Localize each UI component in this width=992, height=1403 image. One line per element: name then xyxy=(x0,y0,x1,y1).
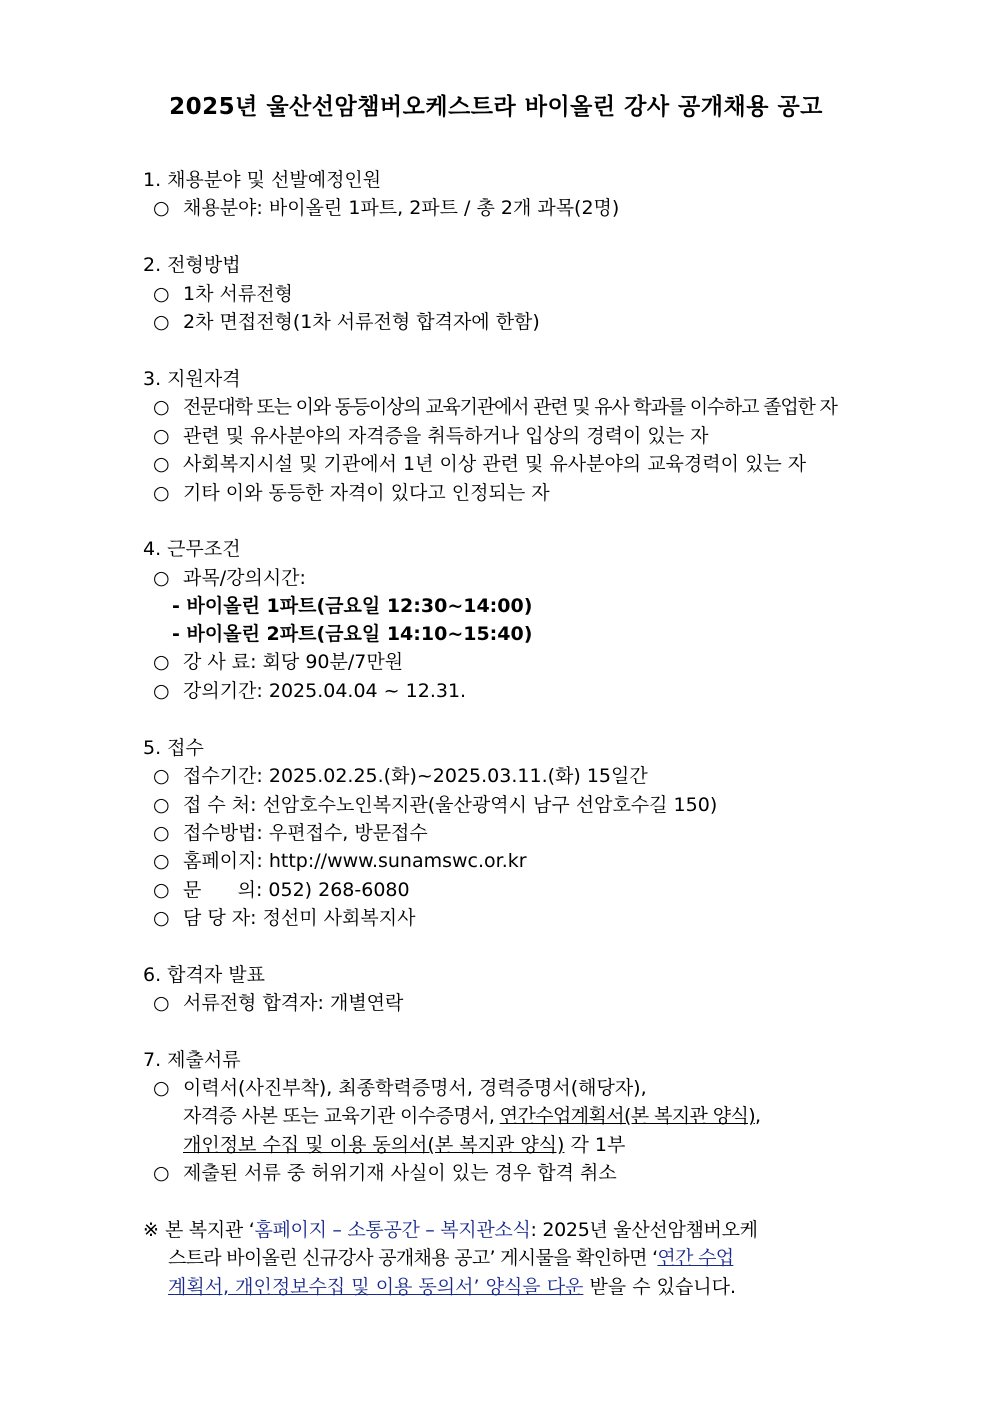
circle-bullet-icon: ○ xyxy=(153,765,170,787)
list-item: ○ 문 의: 052) 268-6080 xyxy=(153,876,410,904)
circle-bullet-icon: ○ xyxy=(153,1077,170,1099)
reference-mark-icon: ※ xyxy=(143,1219,159,1241)
circle-bullet-icon: ○ xyxy=(153,482,170,504)
list-item: ○ 기타 이와 동등한 자격이 있다고 인정되는 자 xyxy=(153,479,550,507)
list-item: ○ 관련 및 유사분야의 자격증을 취득하거나 입상의 경력이 있는 자 xyxy=(153,422,709,450)
circle-bullet-icon: ○ xyxy=(153,907,170,929)
section-5-heading: 5. 접수 xyxy=(143,737,204,759)
section-2-heading: 2. 전형방법 xyxy=(143,254,241,276)
list-item: ○ 2차 면접전형(1차 서류전형 합격자에 한함) xyxy=(153,308,540,336)
section-6-heading: 6. 합격자 발표 xyxy=(143,964,265,986)
download-forms-text: 계획서, 개인정보수집 및 이용 동의서’ 양식을 다운 xyxy=(168,1276,584,1298)
list-item: ○ 접 수 처: 선암호수노인복지관(울산광역시 남구 선암호수길 150) xyxy=(153,791,717,819)
list-item: ○ 강 사 료: 회당 90분/7만원 xyxy=(153,648,403,676)
circle-bullet-icon: ○ xyxy=(153,453,170,475)
circle-bullet-icon: ○ xyxy=(153,822,170,844)
list-item: ○ 서류전형 합격자: 개별연락 xyxy=(153,989,403,1017)
circle-bullet-icon: ○ xyxy=(153,567,170,589)
list-item: ○ 이력서(사진부착), 최종학력증명서, 경력증명서(해당자), xyxy=(153,1074,647,1102)
class-schedule-item: - 바이올린 2파트(금요일 14:10~15:40) xyxy=(172,623,533,645)
circle-bullet-icon: ○ xyxy=(153,197,170,219)
circle-bullet-icon: ○ xyxy=(153,1162,170,1184)
download-forms-text: 연간 수업 xyxy=(657,1247,734,1269)
circle-bullet-icon: ○ xyxy=(153,651,170,673)
homepage-url: 홈페이지: http://www.sunamswc.or.kr xyxy=(183,850,527,872)
circle-bullet-icon: ○ xyxy=(153,992,170,1014)
list-item: ○ 강의기간: 2025.04.04 ~ 12.31. xyxy=(153,677,466,705)
list-item: ○ 채용분야: 바이올린 1파트, 2파트 / 총 2개 과목(2명) xyxy=(153,194,619,222)
list-item: ○ 전문대학 또는 이와 동등이상의 교육기관에서 관련 및 유사 학과를 이수하고 졸업한 자 xyxy=(153,393,837,421)
circle-bullet-icon: ○ xyxy=(153,425,170,447)
note-line: 스트라 바이올린 신규강사 공개채용 공고’ 게시물을 확인하면 ‘연간 수업 xyxy=(168,1247,734,1269)
section-3-heading: 3. 지원자격 xyxy=(143,368,241,390)
circle-bullet-icon: ○ xyxy=(153,794,170,816)
section-7-heading: 7. 제출서류 xyxy=(143,1049,241,1071)
section-1-heading: 1. 채용분야 및 선발예정인원 xyxy=(143,169,382,191)
circle-bullet-icon: ○ xyxy=(153,850,170,872)
circle-bullet-icon: ○ xyxy=(153,879,170,901)
list-item: ○ 담 당 자: 정선미 사회복지사 xyxy=(153,904,415,932)
section-4-heading: 4. 근무조건 xyxy=(143,538,241,560)
list-item-continued: 자격증 사본 또는 교육기관 이수증명서, 연간수업계획서(본 복지관 양식), xyxy=(183,1105,761,1127)
list-item: ○ 사회복지시설 및 기관에서 1년 이상 관련 및 유사분야의 교육경력이 있는 자 xyxy=(153,450,806,478)
circle-bullet-icon: ○ xyxy=(153,283,170,305)
page-title: 2025년 울산선암챔버오케스트라 바이올린 강사 공개채용 공고 xyxy=(169,94,823,120)
list-item: ○ 1차 서류전형 xyxy=(153,280,293,308)
list-item-continued: 개인정보 수집 및 이용 동의서(본 복지관 양식) 각 1부 xyxy=(183,1134,626,1156)
privacy-consent-form-text: 개인정보 수집 및 이용 동의서(본 복지관 양식) xyxy=(183,1134,565,1156)
list-item: ○ 과목/강의시간: xyxy=(153,564,306,592)
circle-bullet-icon: ○ xyxy=(153,680,170,702)
note-line: ※ 본 복지관 ‘홈페이지 – 소통공간 – 복지관소식: 2025년 울산선암챔버오케 xyxy=(143,1216,758,1244)
circle-bullet-icon: ○ xyxy=(153,311,170,333)
circle-bullet-icon: ○ xyxy=(153,396,170,418)
list-item xyxy=(153,847,527,875)
note-line: 계획서, 개인정보수집 및 이용 동의서’ 양식을 다운 받을 수 있습니다. xyxy=(168,1276,737,1298)
list-item: ○ 접수기간: 2025.02.25.(화)~2025.03.11.(화) 15일간 xyxy=(153,762,648,790)
list-item: ○ 접수방법: 우편접수, 방문접수 xyxy=(153,819,428,847)
annual-plan-form-text: 연간수업계획서(본 복지관 양식) xyxy=(499,1105,756,1127)
homepage-path-text: 홈페이지 – 소통공간 – 복지관소식 xyxy=(254,1219,531,1241)
list-item: ○ 제출된 서류 중 허위기재 사실이 있는 경우 합격 취소 xyxy=(153,1159,617,1187)
class-schedule-item: - 바이올린 1파트(금요일 12:30~14:00) xyxy=(172,595,533,617)
